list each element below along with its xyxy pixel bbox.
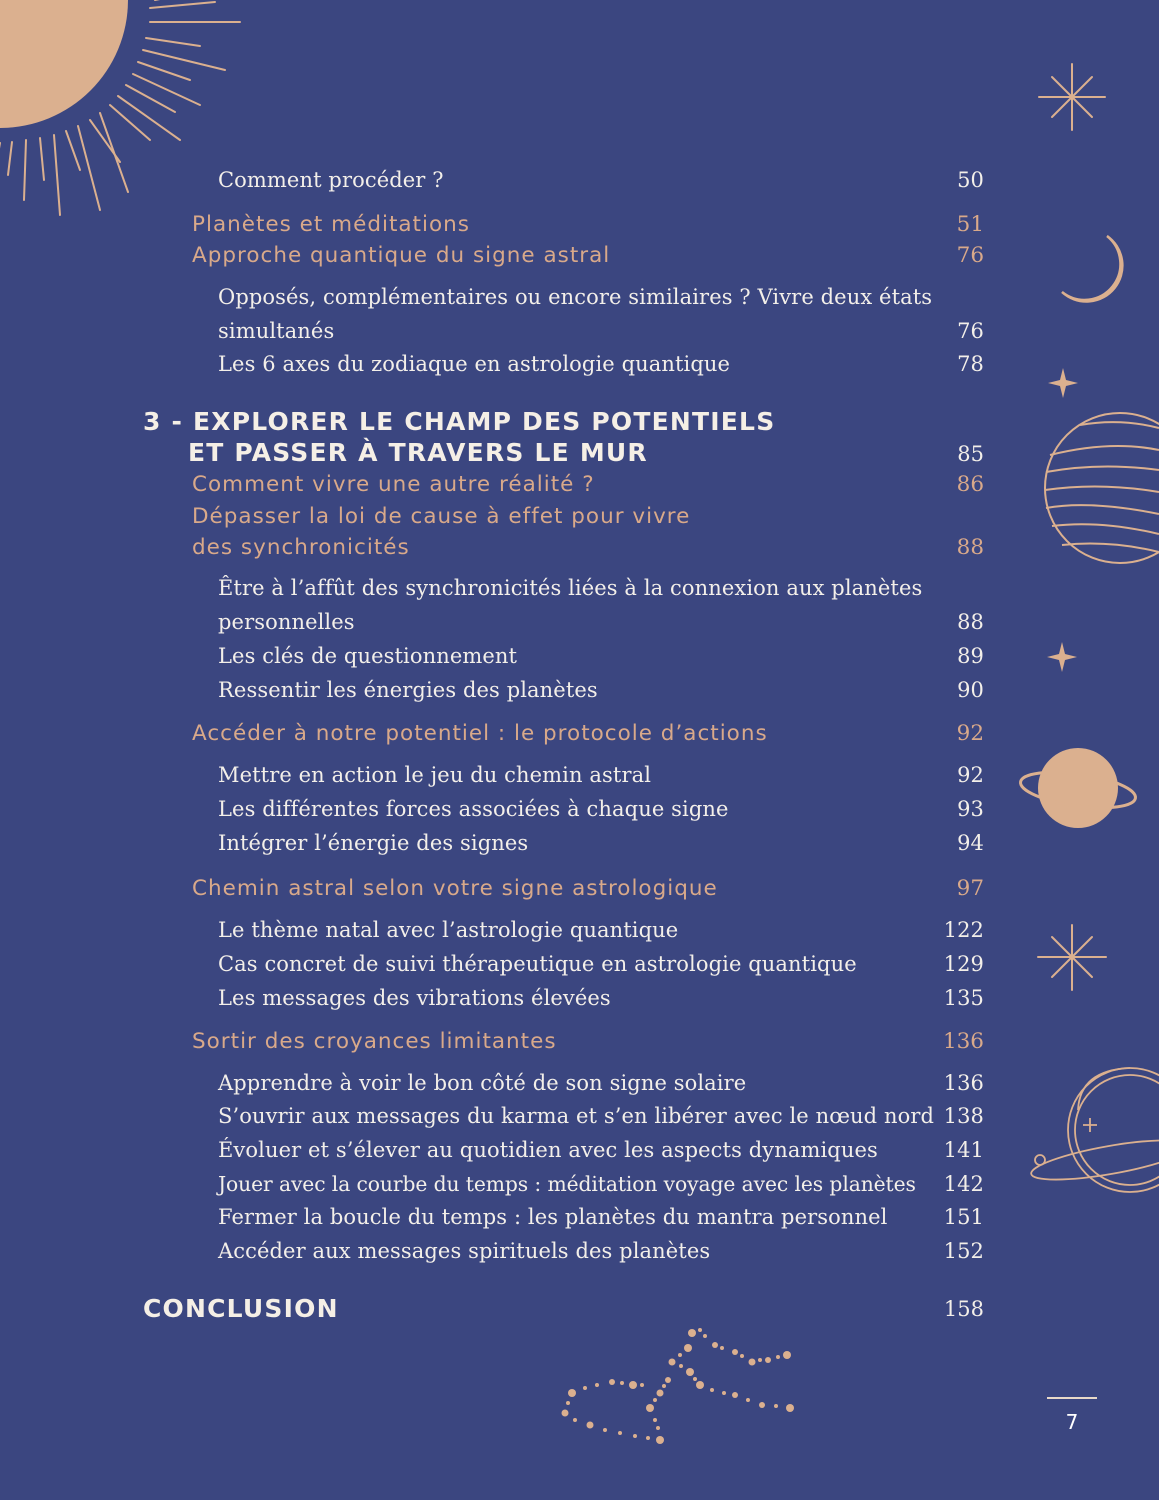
toc-section-page: 76 xyxy=(956,243,984,268)
toc-entry-page: 136 xyxy=(943,1071,984,1095)
chapter-title-line1: 3 - EXPLORER LE CHAMP DES POTENTIELS xyxy=(143,407,776,436)
toc-entry-page: 138 xyxy=(943,1104,984,1128)
toc-entry-title: Les différentes forces associées à chaque signe xyxy=(218,797,729,821)
toc-entry-title-line2: simultanés xyxy=(218,319,335,343)
toc-entry-page: 92 xyxy=(957,763,984,787)
toc-entry-title: Le thème natal avec l’astrologie quantique xyxy=(218,918,679,942)
toc-section-title-line1: Dépasser la loi de cause à effet pour vivre xyxy=(192,504,691,529)
toc-entry-title-line1: Opposés, complémentaires ou encore similaires ? Vivre deux états xyxy=(218,285,933,309)
toc-entry-page: 151 xyxy=(943,1205,984,1229)
toc-entry-title: Jouer avec la courbe du temps : méditation voyage avec les planètes xyxy=(218,1172,916,1196)
toc-entry-title: Intégrer l’énergie des signes xyxy=(218,831,529,855)
toc-section-page: 136 xyxy=(942,1029,984,1054)
chapter-page: 85 xyxy=(957,442,984,466)
toc-entry-title: Évoluer et s’élever au quotidien avec les aspects dynamiques xyxy=(218,1138,878,1162)
toc-entry-title: Apprendre à voir le bon côté de son signe solaire xyxy=(218,1071,747,1095)
conclusion-title: CONCLUSION xyxy=(143,1294,339,1323)
toc-section-title: Chemin astral selon votre signe astrologique xyxy=(192,876,718,901)
toc-section-page: 88 xyxy=(956,535,984,560)
toc-entry-title: Mettre en action le jeu du chemin astral xyxy=(218,763,652,787)
toc-entry-title: S’ouvrir aux messages du karma et s’en libérer avec le nœud nord xyxy=(218,1104,935,1128)
toc-entry-page: 78 xyxy=(957,352,984,376)
toc-entry-page: 135 xyxy=(943,986,984,1010)
toc-entry-title: Les messages des vibrations élevées xyxy=(218,986,611,1010)
toc-entry-title: Cas concret de suivi thérapeutique en astrologie quantique xyxy=(218,952,857,976)
toc-section-title: Comment vivre une autre réalité ? xyxy=(192,472,595,497)
toc-entry-title-line2: personnelles xyxy=(218,610,355,634)
toc-section-page: 51 xyxy=(956,212,984,237)
toc-entry-page: 76 xyxy=(957,319,984,343)
conclusion-page: 158 xyxy=(943,1297,984,1321)
toc-section-title: Planètes et méditations xyxy=(192,212,470,237)
toc-entry-page: 122 xyxy=(943,918,984,942)
toc-entry-title: Les 6 axes du zodiaque en astrologie quantique xyxy=(218,352,731,376)
toc-entry-page: 94 xyxy=(957,831,984,855)
toc-entry-page: 90 xyxy=(957,678,984,702)
toc-entry-title: Fermer la boucle du temps : les planètes du mantra personnel xyxy=(218,1205,888,1229)
page-number: 7 xyxy=(1065,1410,1079,1434)
toc-section-page: 92 xyxy=(956,721,984,746)
toc-entry-page: 88 xyxy=(957,610,984,634)
chapter-title-line2: ET PASSER À TRAVERS LE MUR xyxy=(188,438,648,467)
toc-entry-page: 129 xyxy=(943,952,984,976)
toc-section-page: 86 xyxy=(956,472,984,497)
toc-section-title: Sortir des croyances limitantes xyxy=(192,1029,557,1054)
toc-entry-page: 89 xyxy=(957,644,984,668)
toc-entry-title: Les clés de questionnement xyxy=(218,644,518,668)
toc-entry-page: 93 xyxy=(957,797,984,821)
toc-entry-title-line1: Être à l’affût des synchronicités liées à la connexion aux planètes xyxy=(218,576,923,600)
toc-section-title: Accéder à notre potentiel : le protocole d’actions xyxy=(192,721,768,746)
toc-entry-title: Accéder aux messages spirituels des planètes xyxy=(218,1239,711,1263)
page-number-rule xyxy=(1047,1397,1097,1399)
toc-entry-page: 50 xyxy=(957,168,984,192)
toc-entry-title: Ressentir les énergies des planètes xyxy=(218,678,598,702)
toc-entry-page: 141 xyxy=(943,1138,984,1162)
toc-section-title-line2: des synchronicités xyxy=(192,535,410,560)
toc-entry-page: 142 xyxy=(943,1172,984,1196)
toc-entry-title: Comment procéder ? xyxy=(218,168,444,192)
toc-section-title: Approche quantique du signe astral xyxy=(192,243,611,268)
toc-entry-page: 152 xyxy=(943,1239,984,1263)
toc-section-page: 97 xyxy=(956,876,984,901)
